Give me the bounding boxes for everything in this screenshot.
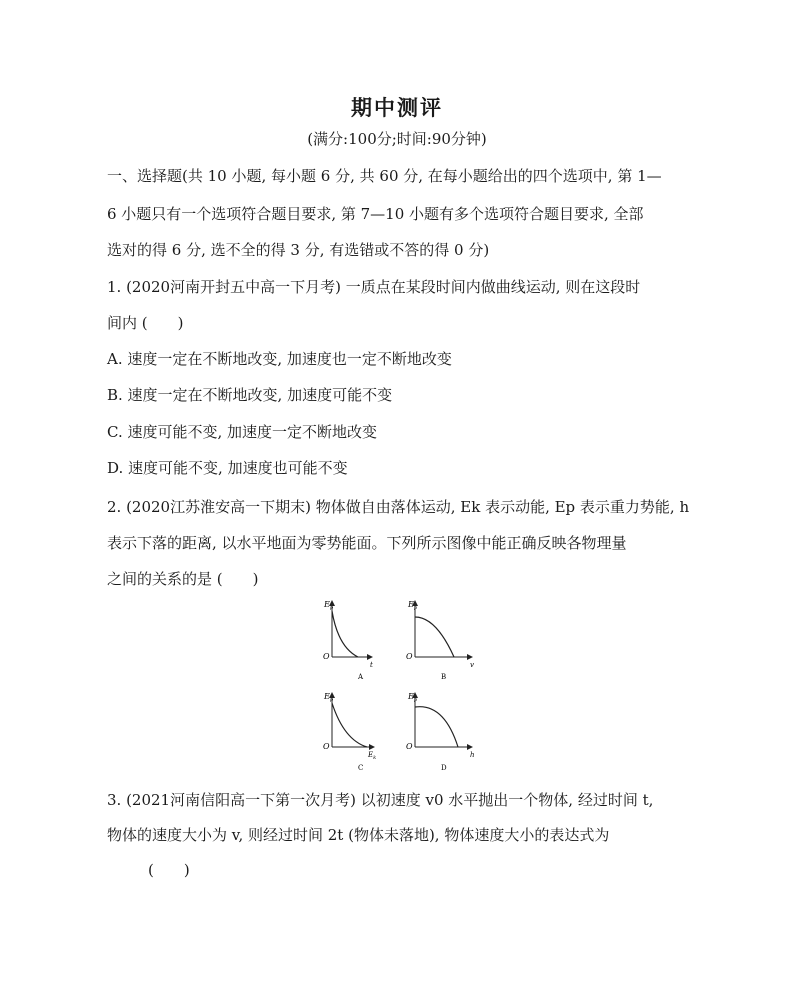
graph-a-ylabel: $E_p$ xyxy=(324,600,334,611)
graph-a-label: A xyxy=(358,673,364,681)
graph-b-ylabel: $E_p$ xyxy=(408,600,418,611)
question-3-stem-line-2: 物体的速度大小为 v, 则经过时间 2t (物体未落地), 物体速度大小的表达式为 xyxy=(107,826,610,844)
section-instruction-line-3: 选对的得 6 分, 选不全的得 3 分, 有选错或不答的得 0 分) xyxy=(107,241,490,259)
question-1-option-d: D. 速度可能不变, 加速度也可能不变 xyxy=(107,459,348,477)
graph-d-curve xyxy=(415,707,458,747)
question-1-stem-line-2: 间内 ( ) xyxy=(107,314,184,332)
graph-c-ylabel: $E_p$ xyxy=(324,692,334,703)
graph-a-curve xyxy=(332,611,358,657)
page-title: 期中测评 xyxy=(351,96,443,120)
exam-info: (满分:100分;时间:90分钟) xyxy=(307,130,487,148)
question-3-stem-line-1: 3. (2021河南信阳高一下第一次月考) 以初速度 v0 水平抛出一个物体, 经过时间 t, xyxy=(107,791,654,809)
graph-d-xlabel: h xyxy=(470,751,475,759)
question-3-answer-blank: ( ) xyxy=(148,861,190,879)
question-1-stem-line-1: 1. (2020河南开封五中高一下月考) 一质点在某段时间内做曲线运动, 则在这段时 xyxy=(107,278,641,296)
graph-a-xlabel: t xyxy=(370,661,373,669)
question-1-option-c: C. 速度可能不变, 加速度一定不断地改变 xyxy=(107,423,378,441)
question-1-option-b: B. 速度一定在不断地改变, 加速度可能不变 xyxy=(107,386,393,404)
question-2-stem-line-1: 2. (2020江苏淮安高一下期末) 物体做自由落体运动, Ek 表示动能, Ep 表示重力势能, h xyxy=(107,498,690,516)
graph-d-label: D xyxy=(441,764,447,772)
graph-d-ylabel: $E_p$ xyxy=(408,692,418,703)
graph-c xyxy=(323,692,376,772)
graph-b-xlabel: v xyxy=(470,661,474,669)
graph-b-curve xyxy=(415,617,454,657)
graph-c-curve xyxy=(332,703,367,747)
graph-b-origin: O xyxy=(406,652,413,661)
graph-c-label: C xyxy=(358,764,364,772)
graph-b xyxy=(406,600,474,681)
graph-c-origin: O xyxy=(323,742,330,751)
question-2-stem-line-3: 之间的关系的是 ( ) xyxy=(107,570,259,588)
graph-a xyxy=(323,600,373,681)
question-2-figure xyxy=(312,595,482,780)
question-2-stem-line-2: 表示下落的距离, 以水平地面为零势能面。下列所示图像中能正确反映各物理量 xyxy=(107,534,627,552)
graph-d xyxy=(406,692,475,772)
question-1-option-a: A. 速度一定在不断地改变, 加速度也一定不断地改变 xyxy=(107,350,452,368)
graph-d-origin: O xyxy=(406,742,413,751)
section-instruction-line-2: 6 小题只有一个选项符合题目要求, 第 7—10 小题有多个选项符合题目要求, 全部 xyxy=(107,205,644,223)
section-instruction-line-1: 一、选择题(共 10 小题, 每小题 6 分, 共 60 分, 在每小题给出的四个选项中, 第 1— xyxy=(107,167,662,185)
graph-a-origin: O xyxy=(323,652,330,661)
graph-b-label: B xyxy=(441,673,447,681)
graph-c-xlabel: $E_k$ xyxy=(368,751,377,761)
